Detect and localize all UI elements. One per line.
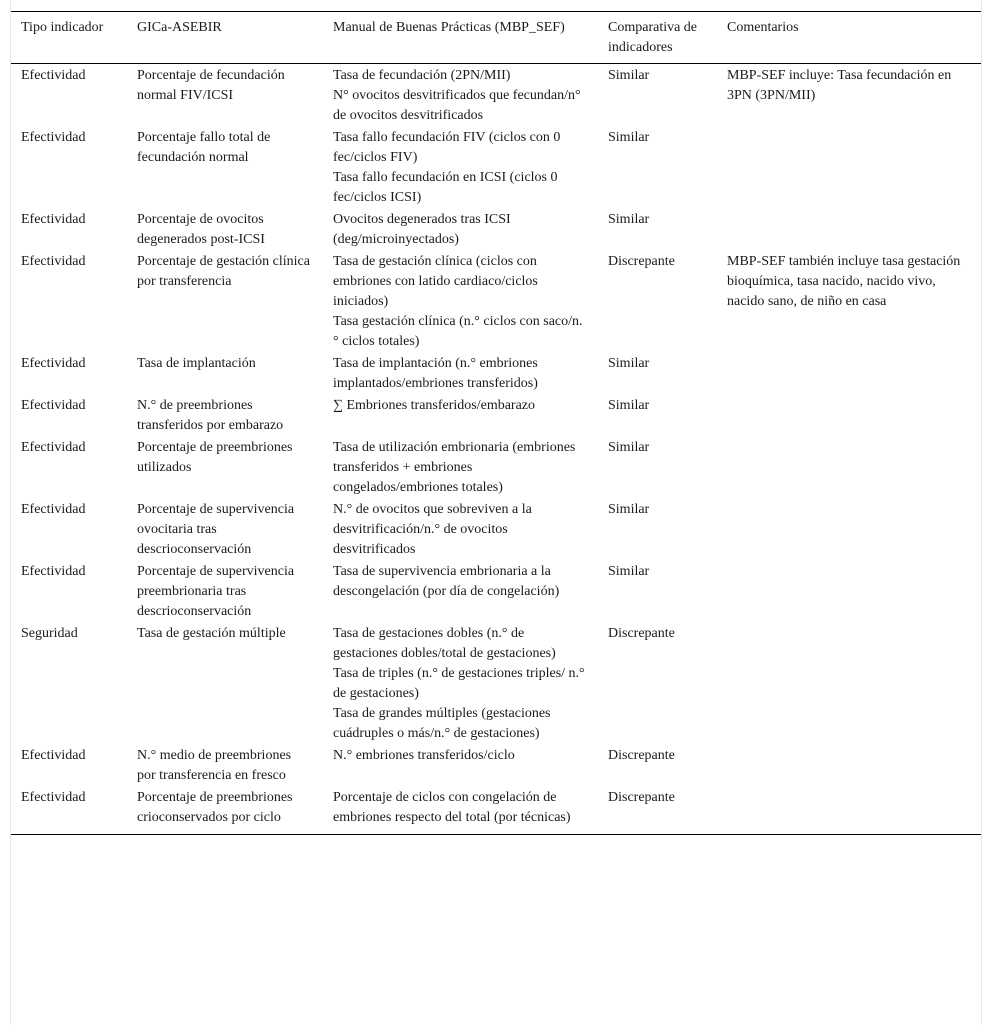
table-row	[11, 209, 981, 251]
mbp-indicator-line: Tasa gestación clínica (n.° ciclos con saco/n.° ciclos totales)	[333, 314, 583, 349]
mbp-indicator-line: Tasa de implantación (n.° embriones implantados/embriones transferidos)	[333, 356, 538, 391]
cell-gica-asebir: N.° medio de preembriones por transferencia en fresco	[137, 748, 292, 783]
cell-tipo-indicador: Efectividad	[21, 68, 86, 83]
cell-comparativa: Discrepante	[608, 254, 675, 269]
cell-gica-asebir: Tasa de gestación múltiple	[137, 626, 286, 641]
cell-mbp-sef	[323, 353, 598, 395]
table-row	[11, 64, 981, 128]
cell-mbp-sef	[323, 745, 598, 787]
cell-gica-asebir: Porcentaje de fecundación normal FIV/ICSI	[137, 68, 285, 103]
cell-comentarios	[717, 623, 981, 745]
mbp-indicator-line: Ovocitos degenerados tras ICSI (deg/microinyectados)	[333, 212, 511, 247]
mbp-indicator-line: Tasa de utilización embrionaria (embriones transferidos + embriones congelados/embriones totales)	[333, 440, 576, 495]
cell-comentarios	[717, 787, 981, 835]
cell-gica-asebir: Porcentaje de gestación clínica por transferencia	[137, 254, 310, 289]
cell-tipo-indicador: Efectividad	[21, 564, 86, 579]
mbp-indicator-line: N.° embriones transferidos/ciclo	[333, 748, 515, 763]
mbp-indicator-line: Tasa de gestación clínica (ciclos con embriones con latido cardiaco/ciclos iniciados)	[333, 254, 538, 309]
cell-mbp-sef	[323, 251, 598, 353]
cell-gica-asebir: Porcentaje de ovocitos degenerados post-ICSI	[137, 212, 265, 247]
cell-comparativa: Similar	[608, 356, 650, 371]
cell-comentarios	[717, 127, 981, 209]
cell-mbp-sef	[323, 395, 598, 437]
indicators-comparison-table	[11, 11, 981, 835]
mbp-indicator-line: Tasa de supervivencia embrionaria a la descongelación (por día de congelación)	[333, 564, 560, 599]
cell-mbp-sef	[323, 561, 598, 623]
cell-comparativa: Similar	[608, 212, 650, 227]
table-header	[11, 12, 981, 64]
cell-mbp-sef	[323, 209, 598, 251]
cell-comparativa: Similar	[608, 398, 650, 413]
cell-gica-asebir: Porcentaje fallo total de fecundación normal	[137, 130, 271, 165]
cell-comparativa: Similar	[608, 68, 650, 83]
table-row	[11, 395, 981, 437]
mbp-indicator-line: Porcentaje de ciclos con congelación de embriones respecto del total (por técnicas)	[333, 790, 571, 825]
cell-tipo-indicador: Efectividad	[21, 398, 86, 413]
table-row	[11, 437, 981, 499]
mbp-indicator-line: N° ovocitos desvitrificados que fecundan/n° de ovocitos desvitrificados	[333, 88, 581, 123]
cell-comparativa: Similar	[608, 440, 650, 455]
header-gica-asebir: GICa-ASEBIR	[137, 20, 222, 35]
cell-tipo-indicador: Efectividad	[21, 356, 86, 371]
cell-tipo-indicador: Efectividad	[21, 502, 86, 517]
mbp-indicator-line: ∑ Embriones transferidos/embarazo	[333, 398, 536, 413]
table-row	[11, 787, 981, 835]
cell-comentarios	[717, 395, 981, 437]
cell-comentarios	[717, 745, 981, 787]
cell-comentarios	[717, 499, 981, 561]
cell-tipo-indicador: Efectividad	[21, 748, 86, 763]
cell-gica-asebir: Porcentaje de supervivencia ovocitaria tras descrioconservación	[137, 502, 295, 557]
cell-comentarios	[717, 209, 981, 251]
cell-gica-asebir: Tasa de implantación	[137, 356, 256, 371]
mbp-indicator-line: N.° de ovocitos que sobreviven a la desvitrificación/n.° de ovocitos desvitrificados	[333, 502, 532, 557]
table-row	[11, 499, 981, 561]
cell-comparativa: Similar	[608, 502, 650, 517]
mbp-indicator-line: Tasa de gestaciones dobles (n.° de gestaciones dobles/total de gestaciones)	[333, 626, 556, 661]
mbp-indicator-line: Tasa de triples (n.° de gestaciones triples/ n.° de gestaciones)	[333, 666, 585, 701]
table-row	[11, 127, 981, 209]
header-tipo-indicador: Tipo indicador	[21, 20, 104, 35]
table-row	[11, 561, 981, 623]
cell-comparativa: Discrepante	[608, 790, 675, 805]
cell-mbp-sef	[323, 623, 598, 745]
mbp-indicator-line: Tasa fallo fecundación FIV (ciclos con 0 fec/ciclos FIV)	[333, 130, 561, 165]
header-comparativa: Comparativa de indicadores	[608, 20, 698, 55]
mbp-indicator-line: Tasa fallo fecundación en ICSI (ciclos 0 fec/ciclos ICSI)	[333, 170, 558, 205]
cell-gica-asebir: N.° de preembriones transferidos por embarazo	[137, 398, 284, 433]
header-comentarios: Comentarios	[727, 20, 799, 35]
cell-tipo-indicador: Efectividad	[21, 790, 86, 805]
cell-mbp-sef	[323, 787, 598, 835]
cell-comentarios: MBP-SEF también incluye tasa gestación bioquímica, tasa nacido, nacido vivo, nacido sano, de niño en casa	[727, 254, 961, 309]
cell-gica-asebir: Porcentaje de preembriones utilizados	[137, 440, 293, 475]
table-row	[11, 623, 981, 745]
cell-tipo-indicador: Efectividad	[21, 212, 86, 227]
cell-tipo-indicador: Seguridad	[21, 626, 78, 641]
cell-comparativa: Similar	[608, 130, 650, 145]
table-row	[11, 745, 981, 787]
cell-comparativa: Similar	[608, 564, 650, 579]
cell-comentarios	[717, 437, 981, 499]
cell-comentarios	[717, 561, 981, 623]
cell-gica-asebir: Porcentaje de supervivencia preembrionaria tras descrioconservación	[137, 564, 295, 619]
cell-mbp-sef	[323, 499, 598, 561]
cell-gica-asebir: Porcentaje de preembriones crioconservados por ciclo	[137, 790, 293, 825]
mbp-indicator-line: Tasa de fecundación (2PN/MII)	[333, 68, 511, 83]
cell-mbp-sef	[323, 127, 598, 209]
cell-comparativa: Discrepante	[608, 748, 675, 763]
table-row	[11, 251, 981, 353]
mbp-indicator-line: Tasa de grandes múltiples (gestaciones cuádruples o más/n.° de gestaciones)	[333, 706, 551, 741]
cell-tipo-indicador: Efectividad	[21, 440, 86, 455]
table-row	[11, 353, 981, 395]
cell-mbp-sef	[323, 437, 598, 499]
header-row	[11, 12, 981, 64]
table-body	[11, 64, 981, 835]
cell-tipo-indicador: Efectividad	[21, 130, 86, 145]
cell-tipo-indicador: Efectividad	[21, 254, 86, 269]
cell-comparativa: Discrepante	[608, 626, 675, 641]
cell-comentarios: MBP-SEF incluye: Tasa fecundación en 3PN (3PN/MII)	[727, 68, 952, 103]
header-mbp-sef: Manual de Buenas Prácticas (MBP_SEF)	[333, 20, 565, 35]
cell-mbp-sef	[323, 64, 598, 128]
cell-comentarios	[717, 353, 981, 395]
